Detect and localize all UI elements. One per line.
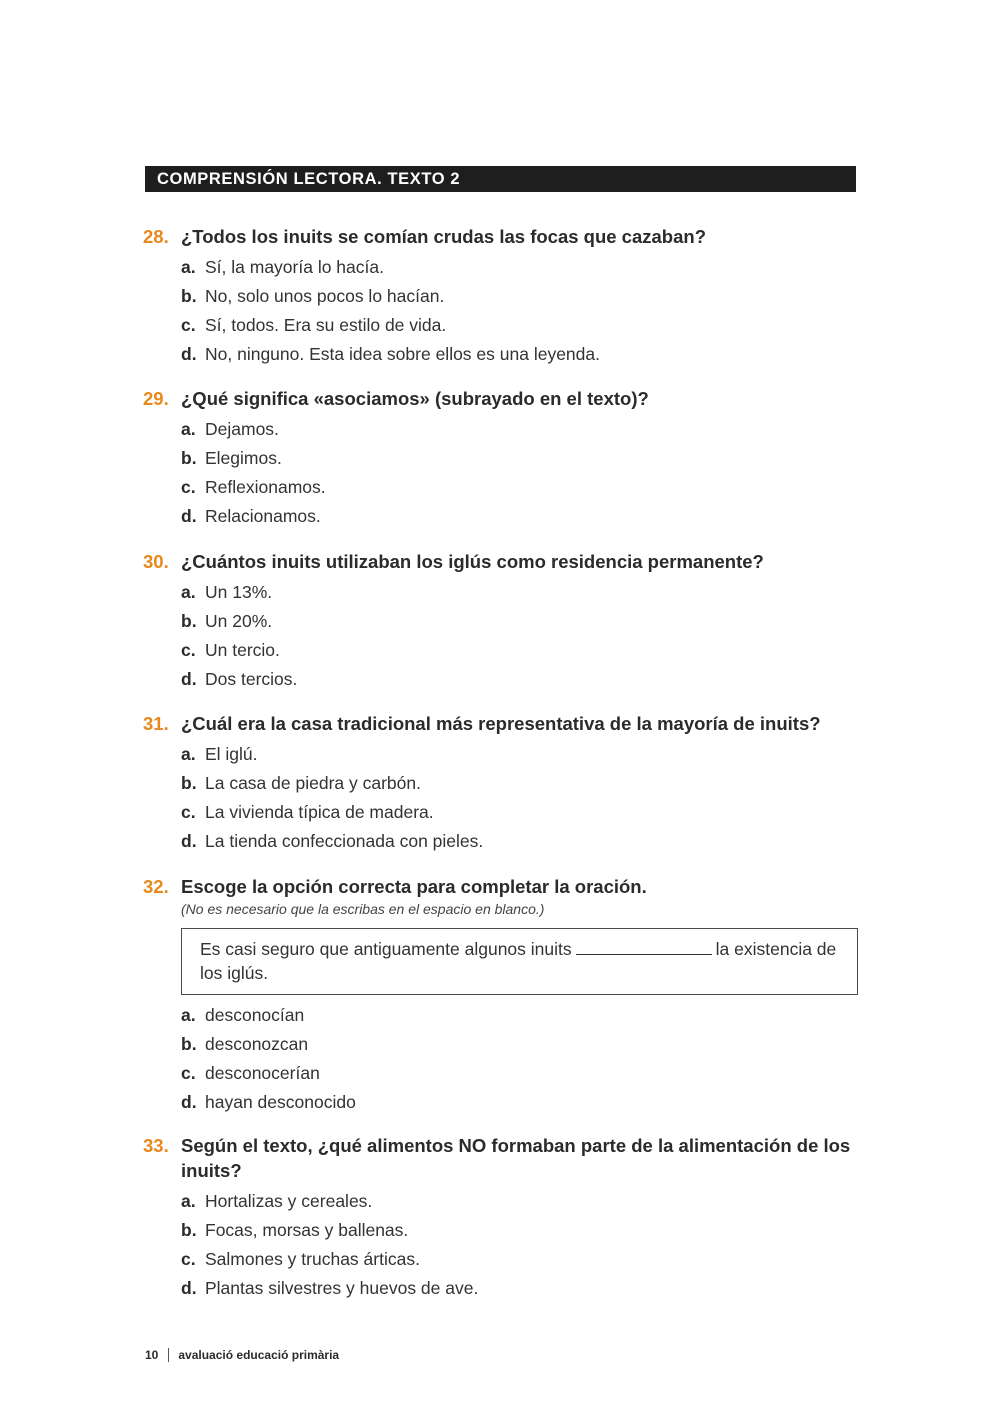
option-a[interactable] — [181, 578, 863, 607]
question-number: 31. — [143, 713, 169, 734]
option-d[interactable] — [181, 1088, 863, 1117]
option-d[interactable] — [181, 340, 863, 369]
option-text: La casa de piedra y carbón. — [205, 773, 421, 793]
option-text: La vivienda típica de madera. — [205, 802, 434, 822]
sentence-after: la existencia de los iglús. — [200, 939, 837, 983]
question-32 — [143, 874, 863, 1117]
question-33 — [143, 1133, 863, 1303]
options-list — [181, 253, 863, 369]
option-text: desconocían — [205, 1005, 305, 1025]
option-text: Un tercio. — [205, 640, 280, 660]
option-c[interactable] — [181, 798, 863, 827]
option-letter: b. — [181, 448, 197, 468]
option-text: Reflexionamos. — [205, 477, 326, 497]
blank-line — [576, 939, 712, 955]
option-letter: a. — [181, 582, 196, 602]
option-text: desconozcan — [205, 1034, 309, 1054]
question-text: ¿Qué significa «asociamos» (subrayado en el texto)? — [181, 388, 649, 409]
question-number: 29. — [143, 388, 169, 409]
question-30 — [143, 549, 863, 694]
question-number: 30. — [143, 551, 169, 572]
option-b[interactable] — [181, 607, 863, 636]
option-text: Salmones y truchas árticas. — [205, 1249, 420, 1269]
option-letter: a. — [181, 744, 196, 764]
page-number: 10 — [145, 1348, 159, 1362]
option-letter: d. — [181, 831, 197, 851]
option-letter: b. — [181, 1034, 197, 1054]
option-letter: a. — [181, 1005, 196, 1025]
question-note: (No es necesario que la escribas en el espacio en blanco.) — [181, 901, 545, 917]
section-header: COMPRENSIÓN LECTORA. TEXTO 2 — [145, 166, 856, 192]
option-letter: b. — [181, 773, 197, 793]
question-29 — [143, 386, 863, 531]
option-text: El iglú. — [205, 744, 258, 764]
option-b[interactable] — [181, 1216, 863, 1245]
question-31 — [143, 711, 863, 856]
option-b[interactable] — [181, 769, 863, 798]
option-text: La tienda confeccionada con pieles. — [205, 831, 484, 851]
option-letter: c. — [181, 640, 196, 660]
option-letter: a. — [181, 257, 196, 277]
options-list — [181, 1187, 863, 1303]
option-text: Elegimos. — [205, 448, 282, 468]
option-letter: b. — [181, 611, 197, 631]
option-a[interactable] — [181, 1187, 863, 1216]
options-list — [181, 1001, 863, 1117]
option-text: Hortalizas y cereales. — [205, 1191, 373, 1211]
option-letter: c. — [181, 315, 196, 335]
option-a[interactable] — [181, 253, 863, 282]
option-a[interactable] — [181, 740, 863, 769]
question-text: Escoge la opción correcta para completar la oración. — [181, 876, 647, 897]
question-number: 33. — [143, 1135, 169, 1156]
option-text: hayan desconocido — [205, 1092, 356, 1112]
option-letter: b. — [181, 286, 197, 306]
options-list — [181, 740, 863, 856]
question-text: ¿Cuántos inuits utilizaban los iglús como residencia permanente? — [181, 551, 764, 572]
option-letter: c. — [181, 1063, 196, 1083]
option-letter: d. — [181, 1092, 197, 1112]
option-letter: a. — [181, 1191, 196, 1211]
question-text: ¿Cuál era la casa tradicional más representativa de la mayoría de inuits? — [181, 713, 821, 734]
option-c[interactable] — [181, 636, 863, 665]
option-text: No, solo unos pocos lo hacían. — [205, 286, 445, 306]
option-d[interactable] — [181, 1274, 863, 1303]
option-b[interactable] — [181, 444, 863, 473]
option-d[interactable] — [181, 827, 863, 856]
option-text: Un 20%. — [205, 611, 273, 631]
option-letter: d. — [181, 344, 197, 364]
page-footer — [145, 1348, 339, 1362]
option-letter: a. — [181, 419, 196, 439]
options-list — [181, 578, 863, 694]
option-c[interactable] — [181, 473, 863, 502]
option-b[interactable] — [181, 1030, 863, 1059]
question-28 — [143, 224, 863, 369]
option-text: Plantas silvestres y huevos de ave. — [205, 1278, 479, 1298]
option-letter: c. — [181, 477, 196, 497]
option-c[interactable] — [181, 1059, 863, 1088]
option-text: No, ninguno. Esta idea sobre ellos es una leyenda. — [205, 344, 600, 364]
sentence-before: Es casi seguro que antiguamente algunos inuits — [200, 939, 572, 959]
option-b[interactable] — [181, 282, 863, 311]
option-a[interactable] — [181, 415, 863, 444]
option-text: Relacionamos. — [205, 506, 321, 526]
option-letter: d. — [181, 669, 197, 689]
option-letter: b. — [181, 1220, 197, 1240]
question-text: Según el texto, ¿qué alimentos NO formaban parte de la alimentación de los inuits? — [181, 1135, 851, 1181]
option-letter: c. — [181, 1249, 196, 1269]
option-letter: c. — [181, 802, 196, 822]
option-text: Focas, morsas y ballenas. — [205, 1220, 409, 1240]
option-c[interactable] — [181, 1245, 863, 1274]
option-a[interactable] — [181, 1001, 863, 1030]
option-text: Dejamos. — [205, 419, 279, 439]
footer-text: avaluació educació primària — [178, 1348, 340, 1362]
option-text: desconocerían — [205, 1063, 320, 1083]
option-text: Dos tercios. — [205, 669, 298, 689]
question-number: 32. — [143, 876, 169, 897]
option-text: Sí, la mayoría lo hacía. — [205, 257, 384, 277]
option-letter: d. — [181, 1278, 197, 1298]
sentence-box — [181, 928, 858, 995]
question-text: ¿Todos los inuits se comían crudas las focas que cazaban? — [181, 226, 706, 247]
option-text: Sí, todos. Era su estilo de vida. — [205, 315, 447, 335]
option-letter: d. — [181, 506, 197, 526]
option-d[interactable] — [181, 502, 863, 531]
option-d[interactable] — [181, 665, 863, 694]
question-number: 28. — [143, 226, 169, 247]
option-c[interactable] — [181, 311, 863, 340]
footer-divider — [168, 1348, 169, 1362]
option-text: Un 13%. — [205, 582, 273, 602]
options-list — [181, 415, 863, 531]
